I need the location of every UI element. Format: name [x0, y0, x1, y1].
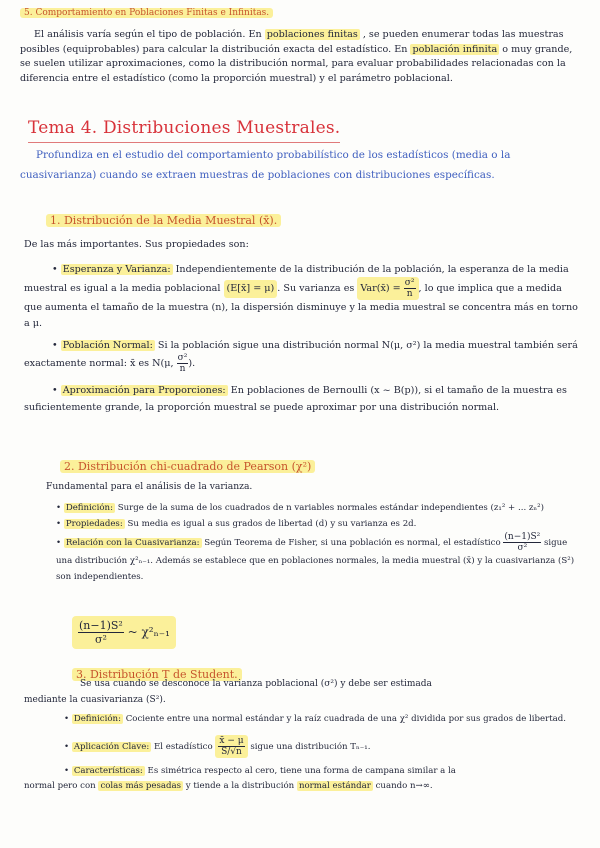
section-5-paragraph: El análisis varía según el tipo de población. En poblaciones finitas , se pueden enumerar todas las muestras posibles (equiprobables) para calcular la distribución exacta del estadístico. En población infinita o muy grande, se suelen utilizar aproximaciones, como la distribución normal, para evaluar probabilidades relacionadas con la diferencia entre el estadístico (como la proporción muestral) y el parámetro poblacional. — [20, 29, 573, 84]
section-2-intro: Fundamental para el análisis de la varianza. — [46, 481, 253, 492]
title-underline — [28, 142, 340, 143]
intro-text: Profundiza en el estudio del comportamiento probabilístico de los estadísticos (media o la cuasivarianza) cuando se extraen muestras de poblaciones con distribuciones específicas. — [20, 149, 511, 181]
section-3-heading: 3. Distribución T de Student. — [72, 668, 242, 681]
section-1-proporciones: • Aproximación para Proporciones: En poblaciones de Bernoulli (x ~ B(p)), si el tamaño de la muestra es suficientemente grande, la proporción muestral se puede aproximar por una distribución normal. — [24, 385, 567, 413]
variance-formula: Var(x̄) = $\frac{\text{σ²}}{n}$ — [357, 277, 418, 300]
section-2-items: • Definición: Surge de la suma de los cuadrados de n variables normales estándar independientes (z₁² + ... zₙ²) • Propiedades: Su media es igual a sus grados de libertad (d) y su varianza es 2d. • Relación con la Cuasivarianza: Según Teorema de Fisher, si una población es normal, el estadístico $\frac{\text{(n−1)S²}}{\text{σ²}}$ sigue una distribución χ²ₙ₋₁. Además se establece que en poblaciones normales, la media muestral (x̄) y la cuasivarianza (S²) son independientes. — [56, 503, 575, 582]
page-title: Tema 4. Distribuciones Muestrales. — [28, 118, 341, 138]
section-1-esperanza: • Esperanza y Varianza: Independientemente de la distribución de la población, la esperanza de la media muestral es igual a la media poblacional (E[x̄] = μ) . Su varianza es Var(x̄) = $\frac{\text{σ²}}{n}$ , lo que implica que a medida que aumenta el tamaño de la muestra (n), la dispersión disminuye y la media muestral se concentra más en torno a μ. — [24, 264, 578, 329]
section-2-heading: 2. Distribución chi-cuadrado de Pearson (χ²) — [60, 460, 315, 473]
section-5-heading: 5. Comportamiento en Poblaciones Finitas e Infinitas. — [20, 8, 273, 18]
section-1-normal: • Población Normal: Si la población sigue una distribución normal N(μ, σ²) la media muestral también será exactamente normal: x̄ es N(μ, $\frac{\text{σ²}}{n}$ ). — [24, 340, 578, 375]
section-1-intro: De las más importantes. Sus propiedades son: — [24, 239, 249, 250]
chi-square-formula: $\frac{\text{(n−1)S²}}{\text{σ²}}$ ~ χ²ₙ₋₁ — [72, 616, 176, 649]
section-1-heading: 1. Distribución de la Media Muestral (x̄). — [46, 214, 281, 227]
section-3-intro: Se usa cuando se desconoce la varianza poblacional (σ²) y debe ser estimada mediante la cuasivarianza (S²). — [24, 679, 432, 705]
section-3-items: • Definición: Cociente entre una normal estándar y la raíz cuadrada de una χ² dividida por sus grados de libertad. • Aplicación Clave: El estadístico $\frac{x̄ - \mu}{S/√n}$ sigue una distribución Tₙ₋₁. • Características: Es simétrica respecto al cero, tiene una forma de campana similar a la normal pero con colas más pesadas y tiende a la distribución normal estándar cuando n→∞. — [24, 714, 567, 791]
